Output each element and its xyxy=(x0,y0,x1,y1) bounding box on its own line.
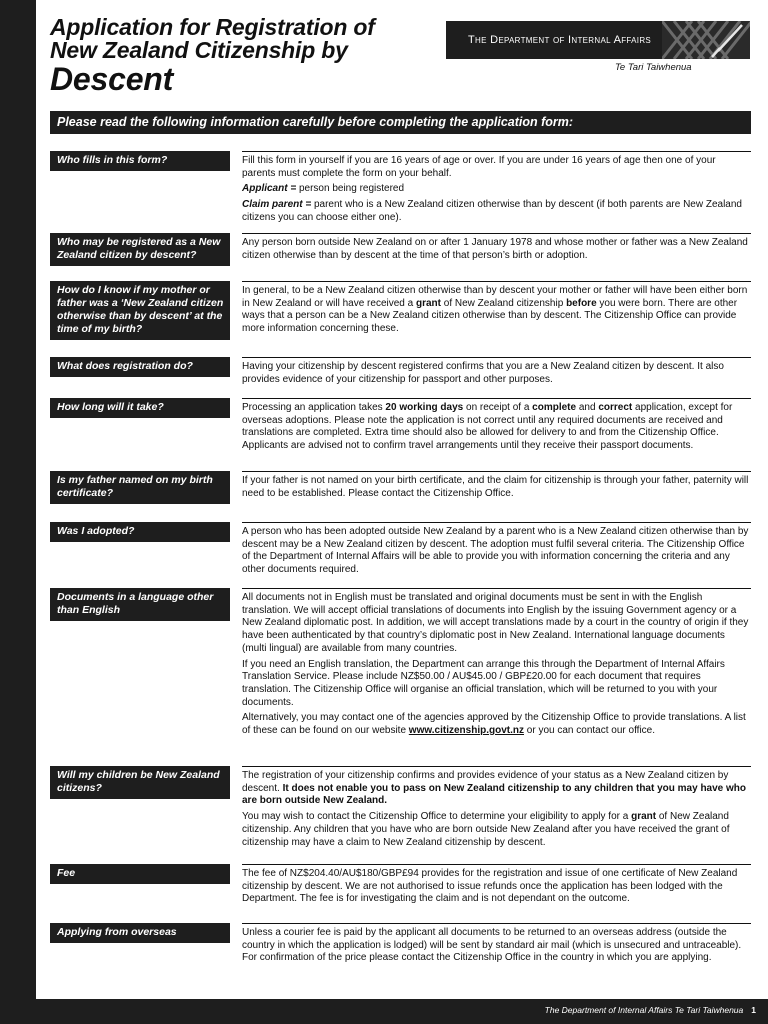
body-text: If you need an English translation, the Department can arrange this through the Department of Internal Affairs Translation Service. Please include NZ$50.00 / AU$45.00 / GBP£20.00 for each document that requires translation. The Citizenship Office will organise an official translation, which will be returned to you with your documents. xyxy=(242,658,725,708)
body-text: A person who has been adopted outside New Zealand by a parent who is a New Zealand citizen otherwise than by descent may be a New Zealand citizen by descent. The adoption must fulfil several criteria. The Citizenship Office of the Department of Internal Affairs will be able to provide you with information concerning the criteria and any other documents required. xyxy=(242,526,749,576)
body-text: The registration of your citizenship confirms and provides evidence of your status as a New Zealand citizen by descent. xyxy=(242,770,729,794)
title-line-3: Descent xyxy=(50,61,174,97)
body-text: Alternatively, you may contact one of the agencies approved by the Citizenship Office to provide translations. A list of these can be found on our website xyxy=(242,712,746,737)
answer-paragraph xyxy=(242,402,751,453)
section-answer xyxy=(242,151,751,228)
emphasis-text: Claim parent = xyxy=(242,199,312,211)
department-name: The Department of Internal Affairs xyxy=(468,34,652,46)
section-answer xyxy=(242,233,751,265)
body-text: All documents not in English must be translated and original documents must be sent in with the English translation. We will accept official translations of documents into English by the issuing Government agency or a New Zealand diplomatic post. In addition, we will accept translations made by a court in the country of origin if they have been authenticated by that country’s diplomatic post in New Zealand. International language documents (multi lingual) are available from many countries. xyxy=(242,592,749,654)
body-text: You may wish to contact the Citizenship Office to determine your eligibility to apply for a xyxy=(242,811,632,823)
section-answer xyxy=(242,588,751,741)
woven-pattern-icon xyxy=(662,21,750,59)
page-title xyxy=(50,16,375,96)
emphasis-text: grant xyxy=(415,297,441,309)
answer-paragraph xyxy=(242,183,751,196)
body-text: Unless a courier fee is paid by the applicant all documents to be returned to an overseas address (outside the country in which the application is lodged) will be sent by standard air mail (which is unsecured and untraceable). For confirmation of the price please contact the Citizenship Office in the country in which you are applying. xyxy=(242,927,742,964)
body-text: Processing an application takes xyxy=(242,402,386,413)
body-text: Fill this form in yourself if you are 16 years of age or over. If you are under 16 years of age then one of your parents must complete the form on your behalf. xyxy=(242,155,716,179)
section-question: Fee xyxy=(50,864,230,884)
section-question: How long will it take? xyxy=(50,398,230,418)
answer-paragraph xyxy=(242,868,751,906)
body-text: In general, to be a New Zealand citizen otherwise than by descent your mother or father will have been either born in New Zealand or will have received a xyxy=(242,285,748,309)
section-question: Is my father named on my birth certificate? xyxy=(50,471,230,504)
section-question: Was I adopted? xyxy=(50,522,230,542)
answer-paragraph xyxy=(242,526,751,577)
footer-text: The Department of Internal Affairs Te Tari Taiwhenua xyxy=(544,1005,744,1015)
page-footer xyxy=(0,999,768,1024)
section-answer xyxy=(242,357,751,389)
section-answer xyxy=(242,398,751,456)
answer-paragraph xyxy=(242,285,751,336)
body-text: and xyxy=(576,402,599,413)
answer-paragraph xyxy=(242,811,751,849)
answer-paragraph xyxy=(242,155,751,180)
section-answer xyxy=(242,923,751,968)
body-text: you were born. There are other ways that a person can be a New Zealand citizen otherwise than by descent. The Citizenship Office can provide more information concerning these. xyxy=(242,297,738,335)
answer-paragraph xyxy=(242,361,751,386)
title-line-2: New Zealand Citizenship by xyxy=(50,37,348,63)
page-number: 1 xyxy=(751,1005,756,1015)
emphasis-text: complete xyxy=(532,402,577,413)
body-text: person being registered xyxy=(296,183,405,195)
section-answer xyxy=(242,281,751,339)
body-text: of New Zealand citizenship xyxy=(440,297,567,309)
section-question: What does registration do? xyxy=(50,357,230,377)
section-question: How do I know if my mother or father was a ‘New Zealand citizen otherwise than by descent’ at the time of my birth? xyxy=(50,281,230,340)
body-text: The fee of NZ$204.40/AU$180/GBP£94 provides for the registration and issue of one certificate of New Zealand citizenship by descent. We are not authorised to issue refunds once the application has been lodged with the Department. The fee is for investigating the claim and is not dependant on the outcome. xyxy=(242,868,738,905)
emphasis-text: Applicant = xyxy=(242,183,297,195)
body-text: Having your citizenship by descent registered confirms that you are a New Zealand citizen by descent. It also provides evidence of your citizenship for passport and other purposes. xyxy=(242,361,724,385)
section-question: Will my children be New Zealand citizens? xyxy=(50,766,230,799)
website-link[interactable]: www.citizenship.govt.nz xyxy=(408,725,524,737)
answer-paragraph xyxy=(242,927,751,965)
section-answer xyxy=(242,766,751,852)
answer-paragraph xyxy=(242,237,751,262)
body-text: or you can contact our office. xyxy=(524,725,656,737)
section-answer xyxy=(242,471,751,503)
section-answer xyxy=(242,522,751,580)
answer-paragraph xyxy=(242,592,751,656)
body-text: Any person born outside New Zealand on or after 1 January 1978 and whose mother or father was a New Zealand citizen otherwise than by descent at the time of that person’s birth or adoption. xyxy=(242,237,748,261)
emphasis-text: grant xyxy=(631,811,657,823)
answer-paragraph xyxy=(242,659,751,710)
section-question: Documents in a language other than English xyxy=(50,588,230,621)
body-text: on receipt of a xyxy=(463,402,533,413)
body-text: of New Zealand citizenship. Any children that you have who are born outside New Zealand after you have received the grant of citizenship may have a claim to New Zealand citizenship by descent. xyxy=(242,811,730,848)
answer-paragraph xyxy=(242,199,751,224)
answer-paragraph xyxy=(242,770,751,808)
page-spine xyxy=(0,0,36,1024)
emphasis-text: correct xyxy=(598,402,633,413)
emphasis-text: 20 working days xyxy=(385,402,464,413)
body-text: If your father is not named on your birth certificate, and the claim for citizenship is through your father, paternity will need to be established. Please contact the Citizenship Office. xyxy=(242,475,749,499)
body-text: parent who is a New Zealand citizen otherwise than by descent (if both parents are New Zealand citizens you can choose either one). xyxy=(242,199,742,223)
section-answer xyxy=(242,864,751,909)
section-question: Applying from overseas xyxy=(50,923,230,943)
emphasis-text: It does not enable you to pass on New Zealand citizenship to any children that you may have who are born outside New Zealand. xyxy=(242,782,747,807)
title-line-1: Application for Registration of xyxy=(50,14,375,40)
department-logo xyxy=(446,21,750,59)
section-question: Who fills in this form? xyxy=(50,151,230,171)
section-question: Who may be registered as a New Zealand citizen by descent? xyxy=(50,233,230,266)
answer-paragraph xyxy=(242,475,751,500)
body-text: application, except for overseas adoptions. Please note the application is not correct until any required documents are received and translations are completed. Extra time should also be allowed for delivery to and from the Citizenship Office. Applicants are advised not to confirm travel arrangements until they receive their passport documents. xyxy=(242,402,733,452)
emphasis-text: before xyxy=(566,297,597,309)
intro-banner: Please read the following information carefully before completing the application form: xyxy=(50,111,751,134)
department-maori-name: Te Tari Taiwhenua xyxy=(615,62,692,73)
answer-paragraph xyxy=(242,712,751,737)
